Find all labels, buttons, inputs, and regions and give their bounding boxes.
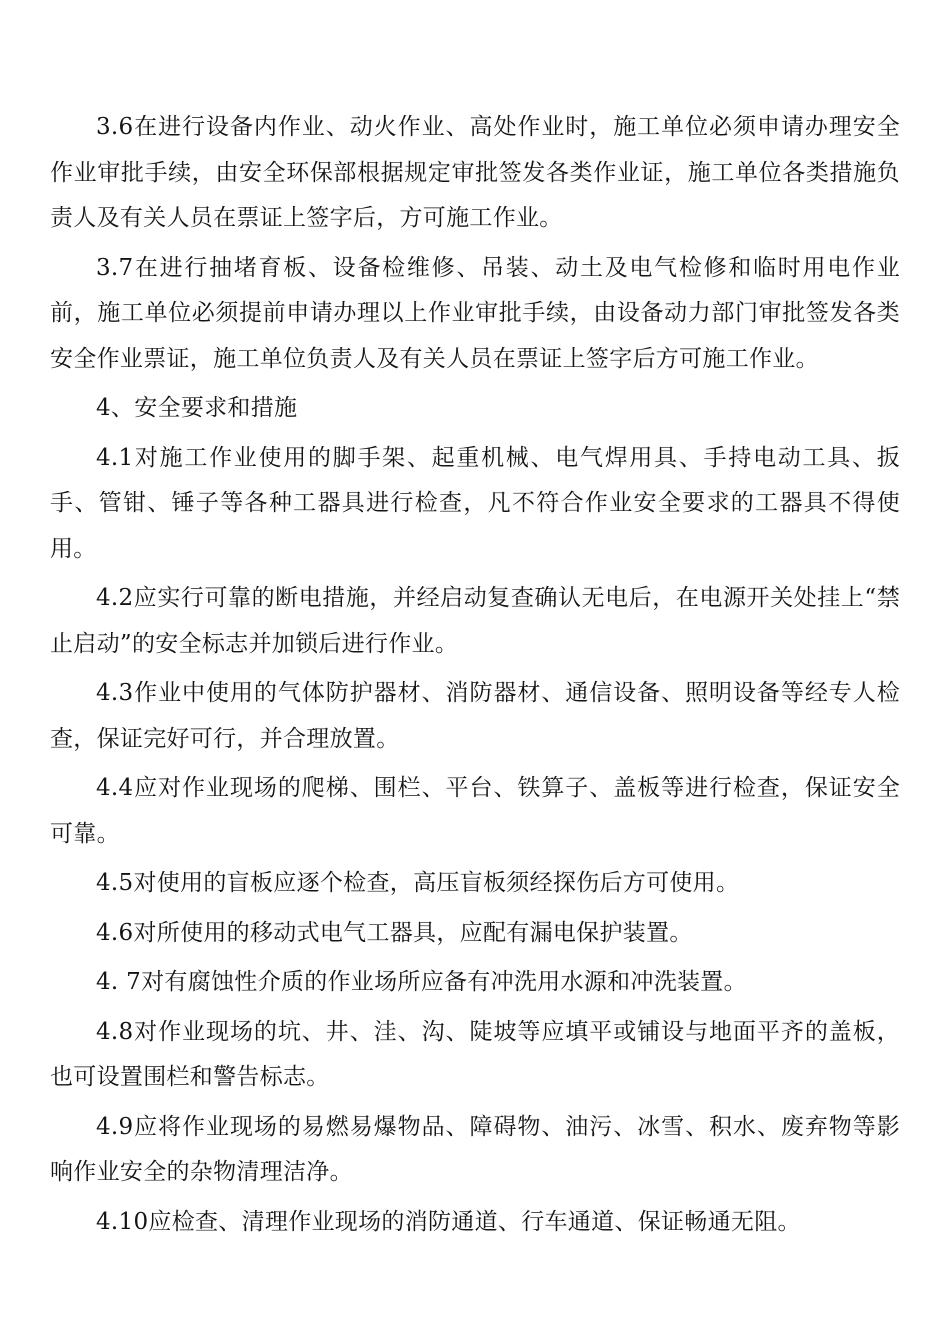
paragraph-4-10: 4.10应检查、清理作业现场的消防通道、行车通道、保证畅通无阻。 [96,1208,801,1235]
section-heading-4: 4、安全要求和措施 [96,395,298,421]
paragraph-3-7: 3.7在进行抽堵育板、设备检维修、吊装、动土及电气检修和临时用电作业前，施工单位必须提前申请办理以上作业审批手续，由设备动力部门审批签发各类安全作业票证，施工单位负责人及有关人员在票证上签字后方可施工作业。 [50,254,900,372]
paragraph-4-6: 4.6对所使用的移动式电气工器具，应配有漏电保护装置。 [96,919,693,946]
paragraph-4-9: 4.9应将作业现场的易燃易爆物品、障碍物、油污、冰雪、积水、废弃物等影响作业安全的杂物清理洁净。 [50,1113,900,1185]
paragraph-3-6: 3.6在进行设备内作业、动火作业、高处作业时，施工单位必须申请办理安全作业审批手续，由安全环保部根据规定审批签发各类作业证，施工单位各类措施负责人及有关人员在票证上签字后，方可施工作业。 [50,114,900,231]
paragraph-4-1: 4.1对施工作业使用的脚手架、起重机械、电气焊用具、手持电动工具、扳手、管钳、锤子等各种工器具进行检查，凡不符合作业安全要求的工器具不得使用。 [50,444,900,562]
paragraph-4-5: 4.5对使用的盲板应逐个检查，高压盲板须经探伤后方可使用。 [96,870,740,896]
paragraph-4-8: 4.8对作业现场的坑、井、洼、沟、陡坡等应填平或铺设与地面平齐的盖板，也可设置围栏和警告标志。 [50,1018,900,1090]
paragraph-4-4: 4.4应对作业现场的爬梯、围栏、平台、铁算子、盖板等进行检查，保证安全可靠。 [50,775,900,847]
document-body [50,105,900,1249]
paragraph-4-3: 4.3作业中使用的气体防护器材、消防器材、通信设备、照明设备等经专人检查，保证完好可行，并合理放置。 [50,680,900,752]
paragraph-4-7: 4. 7对有腐蚀性介质的作业场所应备有冲洗用水源和冲洗装置。 [96,969,747,995]
paragraph-4-2: 4.2应实行可靠的断电措施，并经启动复查确认无电后，在电源开关处挂上“禁止启动”的安全标志并加锁后进行作业。 [50,585,900,657]
